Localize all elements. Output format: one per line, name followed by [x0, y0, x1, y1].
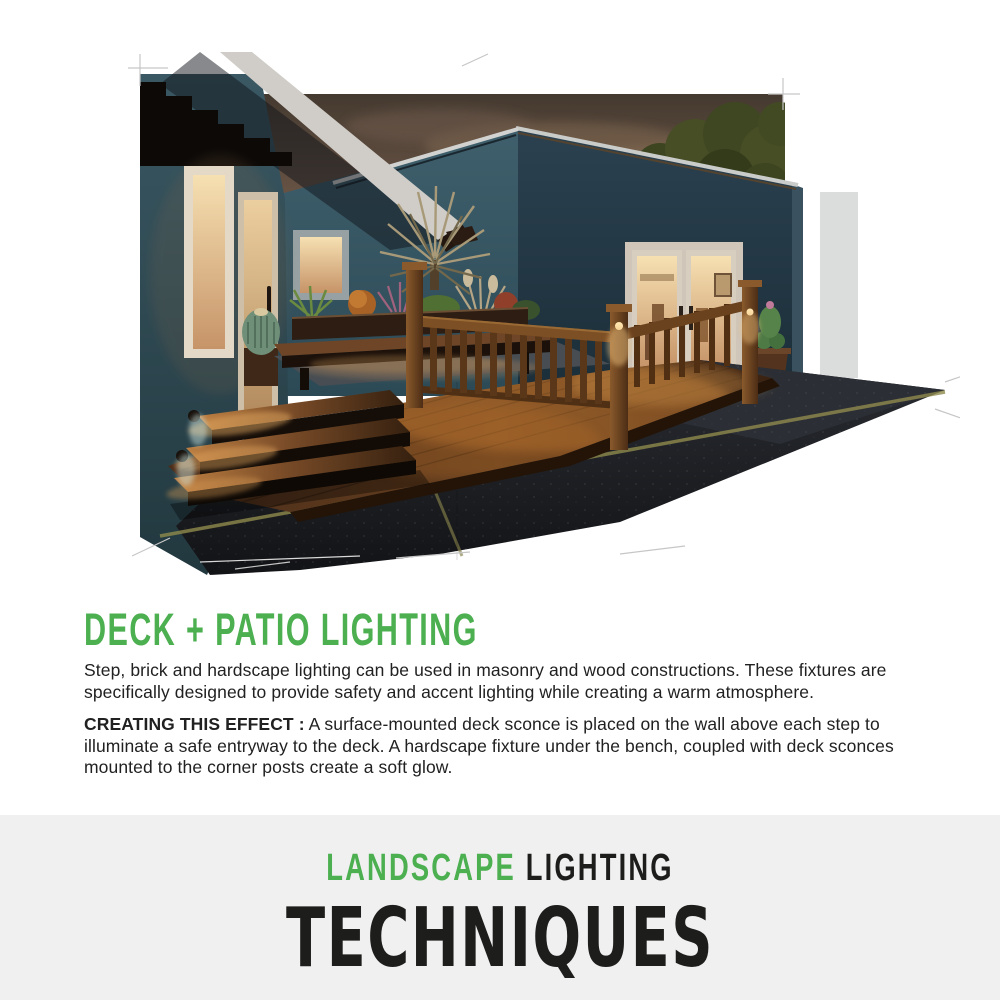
footer-brand-green: LANDSCAPE: [326, 847, 516, 889]
effect-label: CREATING THIS EFFECT :: [84, 714, 305, 734]
footer-brand-dark: LIGHTING: [525, 847, 674, 889]
intro-paragraph: Step, brick and hardscape lighting can be used in masonry and wood constructions. These fixtures are specifically designed to provide safety and accent lighting while creating a warm atmosphere.: [84, 660, 887, 702]
section-heading: DECK + PATIO LIGHTING: [84, 604, 478, 655]
deck-patio-illustration: [125, 52, 960, 587]
barrel-cactus-left: [242, 308, 280, 386]
scene-svg: [125, 52, 960, 587]
gray-side-panel: [820, 192, 858, 378]
footer-title: TECHNIQUES: [286, 891, 714, 986]
effect-text: A surface-mounted deck sconce is placed on the wall above each step to illuminate a safe entryway to the deck. A hardscape fixture under the bench, coupled with deck sconces mounted to the corner posts create a soft glow.: [84, 714, 894, 777]
lit-window-middle: [293, 230, 349, 300]
cactus-flower: [766, 301, 774, 309]
lit-window-left: [184, 166, 234, 358]
door-handle: [267, 286, 271, 314]
framed-picture: [715, 274, 731, 296]
effect-paragraph: [84, 714, 924, 779]
rail-post-rear: [742, 286, 758, 404]
footer-band: [0, 815, 1000, 1000]
footer-brand-line: [140, 847, 860, 890]
rail-post-left: [406, 268, 423, 408]
